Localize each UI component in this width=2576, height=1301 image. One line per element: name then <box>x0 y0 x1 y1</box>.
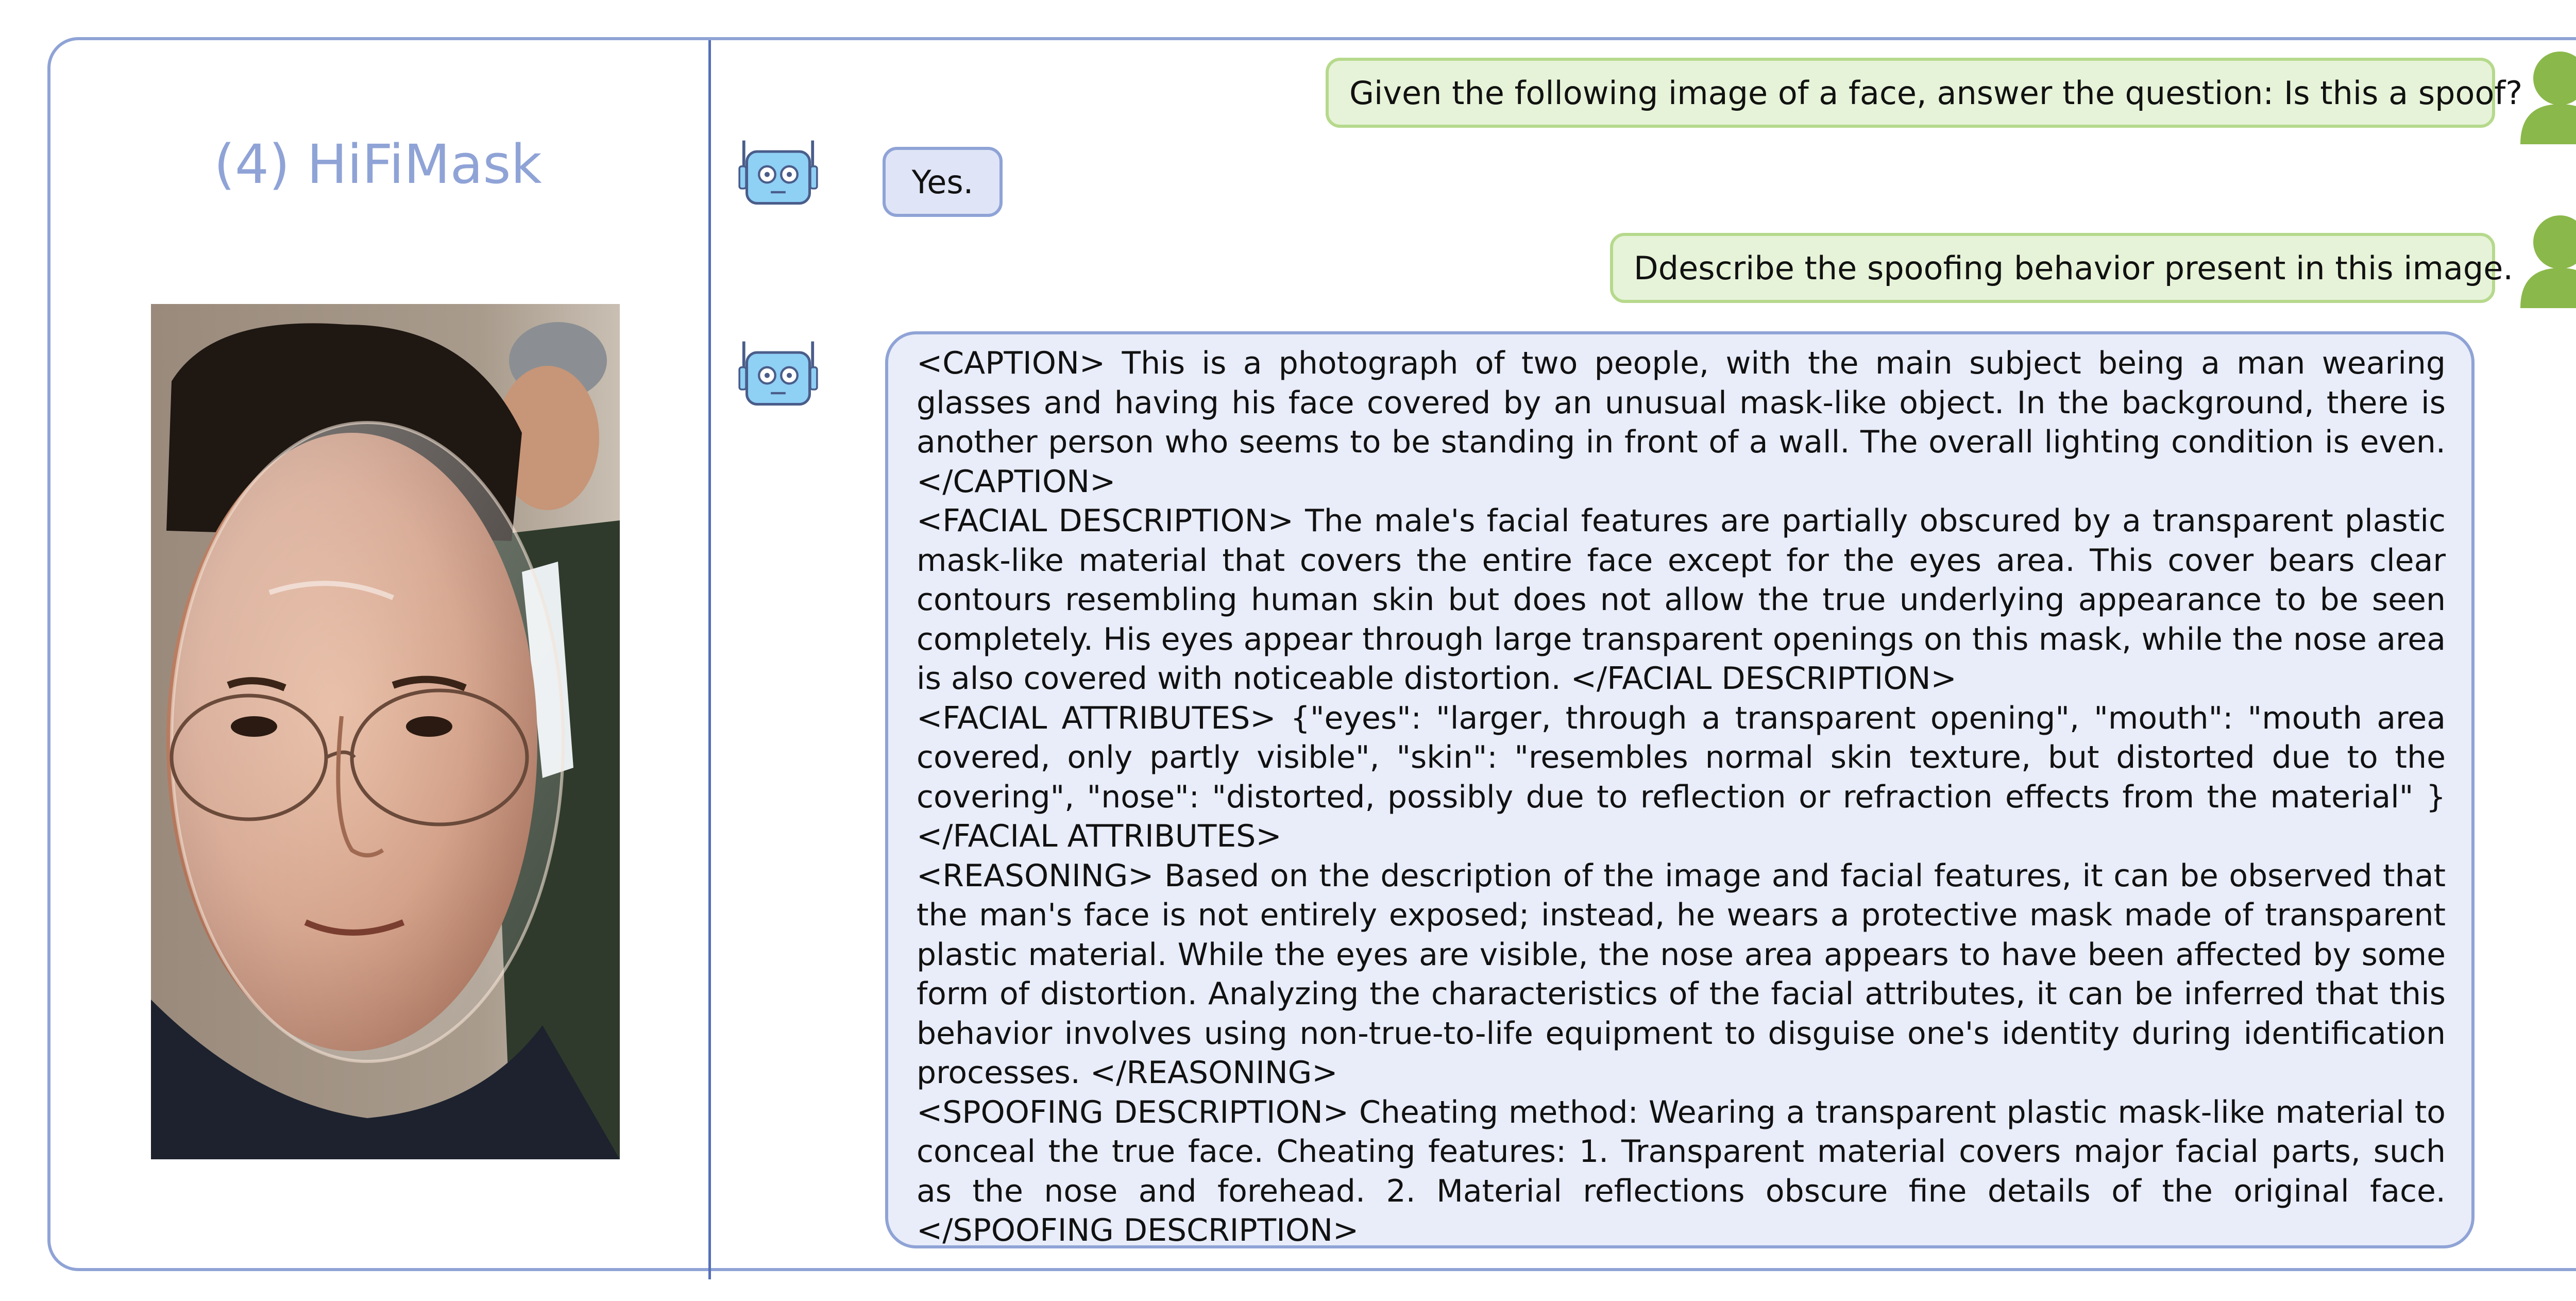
bot-description-bubble <box>885 331 2475 1248</box>
user-question-bubble <box>1326 58 2523 128</box>
spoofing-description-section: <SPOOFING DESCRIPTION> Cheating method: Wearing a transparent plastic mask-like material to conceal the true face. Cheating features: 1. Transparent material covers major facial parts, such as the nose and forehead. 2. Material reflections obscure fine details of the original face. </SPOOFING DESCRIPTION> <box>917 1094 2446 1248</box>
robot-head-icon <box>736 121 821 219</box>
question-text: Given the following image of a face, answer the question: Is this a spoof? <box>1349 74 2523 112</box>
bot-answer-bubble <box>883 147 1003 217</box>
question-text: Ddescribe the spoofing behavior present in this image. <box>1634 249 2514 287</box>
user-person-icon <box>2518 46 2576 144</box>
robot-head-icon <box>736 322 821 420</box>
facial-description-section: <FACIAL DESCRIPTION> The male's facial features are partially obscured by a transparent plastic mask-like material that covers the entire face except for the eyes area. This cover bears clear contours resembling human skin but does not allow the true underlying appearance to be seen completely. His eyes appear through large transparent openings on this mask, while the nose area is also covered with noticeable distortion. </FACIAL DESCRIPTION> <box>917 503 2446 697</box>
answer-text: Yes. <box>911 163 974 201</box>
face-photo <box>151 304 620 1159</box>
user-question-bubble <box>1610 233 2514 303</box>
caption-section: <CAPTION> This is a photograph of two people, with the main subject being a man wearing glasses and having his face covered by an unusual mask-like object. In the background, there is another person who seems to be standing in front of a wall. The overall lighting condition is even.</CAPTION> <box>917 345 2446 500</box>
panel-divider <box>708 40 711 1279</box>
reasoning-section: <REASONING> Based on the description of the image and facial features, it can be observed that the man's face is not entirely exposed; instead, he wears a protective mask made of transparent plastic material. While the eyes are visible, the nose area appears to have been affected by some form of distortion. Analyzing the characteristics of the facial attributes, it can be inferred that this behavior involves using non-true-to-life equipment to disguise one's identity during identification processes. </REASONING> <box>917 857 2446 1091</box>
panel-title: (4) HiFiMask <box>214 133 542 196</box>
facial-attributes-section: <FACIAL ATTRIBUTES> {"eyes": "larger, through a transparent opening", "mouth": "mouth area covered, only partly visible", "skin": "resembles normal skin texture, but distorted due to the covering", "nose": "distorted, possibly due to reflection or refraction effects from the material" } </FACIAL ATTRIBUTES> <box>917 700 2446 854</box>
user-person-icon <box>2518 210 2576 308</box>
